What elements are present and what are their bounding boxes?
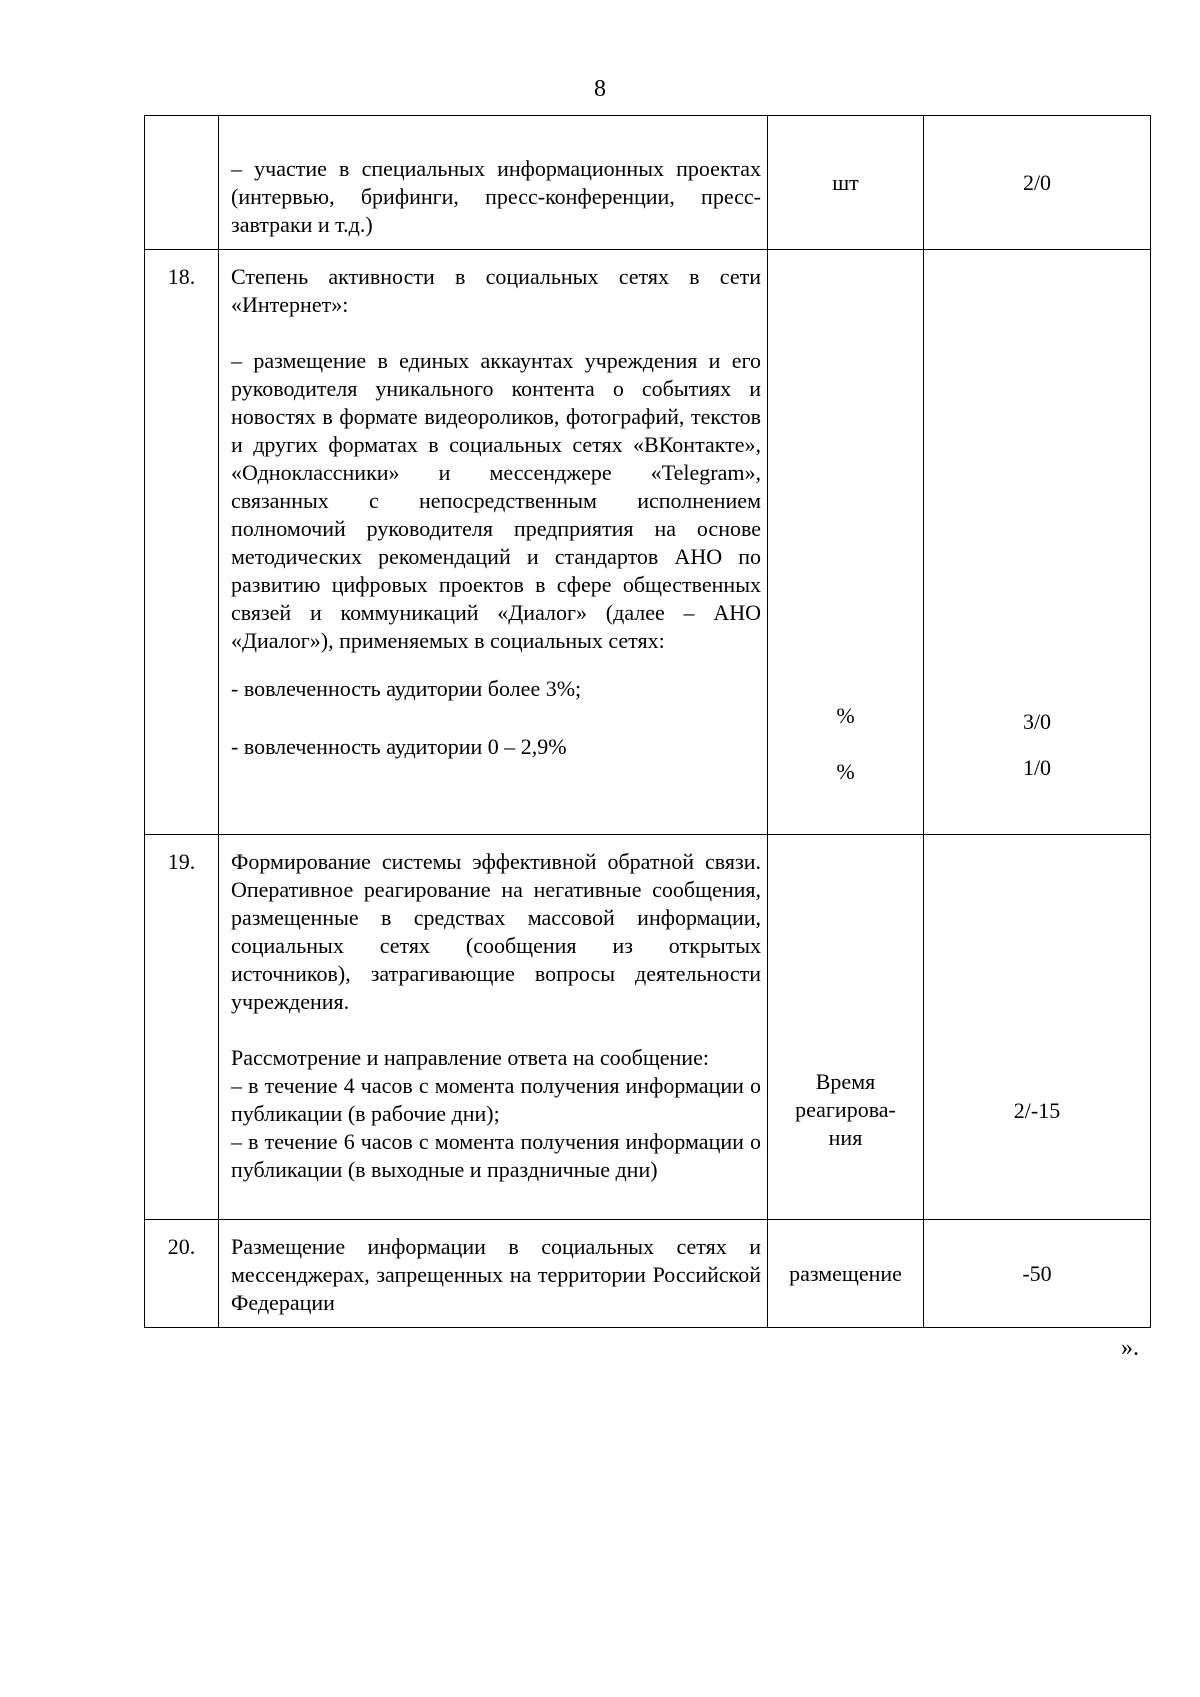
row-number-cell: 19. <box>145 835 219 1220</box>
row-text: Размещение информации в социальных сетях и мессенджерах, запрещенных на территории Российской Федерации <box>231 1234 761 1315</box>
row-text-cell <box>219 835 768 1220</box>
row-unit: Время реагирова-ния <box>795 1069 896 1150</box>
row-number-cell: 18. <box>145 250 219 835</box>
indicators-table <box>144 115 1151 1328</box>
row-unit-cell: шт <box>768 116 924 250</box>
row-number-cell: 20. <box>145 1220 219 1328</box>
row-text-lead: Рассмотрение и направление ответа на сообщение: <box>231 1045 709 1070</box>
row-number-cell <box>145 116 219 250</box>
closing-quote-mark: ». <box>1121 1335 1139 1361</box>
row-text: – участие в специальных информационных проектах (интервью, брифинги, пресс-конференции, пресс-завтраки и т.д.) <box>231 156 761 237</box>
sub-item-value: 1/0 <box>1022 755 1052 780</box>
row-value: 2/-15 <box>1013 1098 1061 1123</box>
row-text: Формирование системы эффективной обратной связи. Оперативное реагирование на негативные сообщения, размещенные в средствах массовой информации, социальных сетях (сообщения из открытых источников), затрагивающие вопросы деятельности учреждения. <box>231 849 761 1014</box>
table-row <box>145 835 1151 1220</box>
row-unit-cell <box>768 835 924 1220</box>
row-heading: Степень активности в социальных сетях в сети «Интернет»: <box>231 264 761 317</box>
sub-item-value: 3/0 <box>1022 709 1052 734</box>
row-text-item: – в течение 4 часов с момента получения информации о публикации (в рабочие дни); <box>231 1073 761 1126</box>
row-text-cell <box>219 1220 768 1328</box>
row-value-cell <box>924 835 1151 1220</box>
row-text: – размещение в единых аккаунтах учреждения и его руководителя уникального контента о событиях и новостях в формате видеороликов, фотографий, текстов и других форматах в социальных сетях «ВКонтакте», «Одноклассники» и мессенджере «Telegram», связанных с непосредственным исполнением полномочий руководителя предприятия на основе методических рекомендаций и стандартов АНО по развитию цифровых проектов в сфере общественных связей и коммуникаций «Диалог» (далее – АНО «Диалог»), применяемых в социальных сетях: <box>231 348 761 653</box>
row-unit-cell: размещение <box>768 1220 924 1328</box>
row-text-cell <box>219 116 768 250</box>
sub-item-unit: % <box>836 703 855 728</box>
table-row <box>145 250 1151 835</box>
row-text-cell <box>219 250 768 835</box>
table-row <box>145 116 1151 250</box>
sub-item-unit: % <box>836 759 855 784</box>
page-number: 8 <box>594 76 606 102</box>
sub-item-text: - вовлеченность аудитории более 3%; <box>231 676 582 701</box>
row-value-cell: 2/0 <box>924 116 1151 250</box>
row-text-item: – в течение 6 часов с момента получения информации о публикации (в выходные и праздничные дни) <box>231 1129 761 1182</box>
table-row <box>145 1220 1151 1328</box>
row-value-cell <box>924 250 1151 835</box>
row-unit-cell <box>768 250 924 835</box>
row-value-cell: -50 <box>924 1220 1151 1328</box>
sub-item-text: - вовлеченность аудитории 0 – 2,9% <box>231 734 567 759</box>
